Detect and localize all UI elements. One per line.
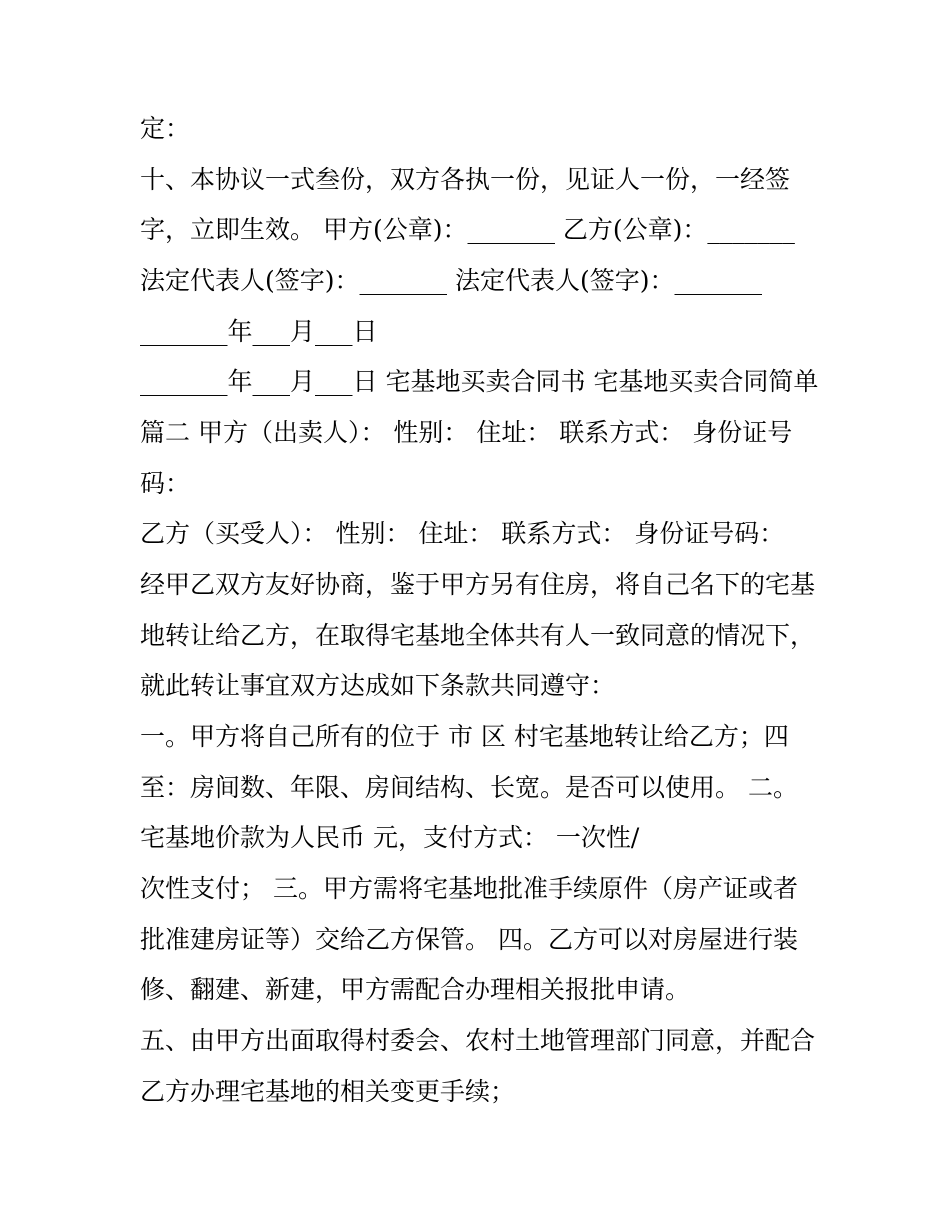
text-line: 经甲乙双方友好协商，鉴于甲方另有住房，将自己名下的宅基 <box>140 570 816 599</box>
text-line: 篇二 甲方（出卖人）： 性别： 住址： 联系方式： 身份证号 <box>140 418 793 447</box>
text-line: 乙方办理宅基地的相关变更手续； <box>140 1077 516 1106</box>
text-line: 五、由甲方出面取得村委会、农村土地管理部门同意，并配合 <box>140 1026 816 1055</box>
text-line: _______年___月___日 宅基地买卖合同书 宅基地买卖合同简单 <box>140 367 819 396</box>
text-line: 十、本协议一式叁份，双方各执一份，见证人一份，一经签 <box>140 165 791 194</box>
text-line: 宅基地价款为人民币 元，支付方式： 一次性/ <box>140 823 640 852</box>
text-line: 修、翻建、新建，甲方需配合办理相关报批申请。 <box>140 975 691 1004</box>
text-line: 一。甲方将自己所有的位于 市 区 村宅基地转让给乙方；四 <box>140 722 789 751</box>
text-line: 次性支付； 三。甲方需将宅基地批准手续原件（房产证或者 <box>140 874 798 903</box>
text-line: 至：房间数、年限、房间结构、长宽。是否可以使用。 二。 <box>140 773 798 802</box>
text-line: 法定代表人(签字)：_______ 法定代表人(签字)：_______ <box>140 266 762 295</box>
text-line: 地转让给乙方，在取得宅基地全体共有人一致同意的情况下， <box>140 621 816 650</box>
text-line: 定： <box>140 114 191 143</box>
text-line: 就此转让事宜双方达成如下条款共同遵守： <box>140 671 616 700</box>
text-line: 乙方（买受人）： 性别： 住址： 联系方式： 身份证号码： <box>140 519 785 548</box>
text-line: 批准建房证等）交给乙方保管。 四。乙方可以对房屋进行装 <box>140 925 798 954</box>
text-line: _______年___月___日 <box>140 317 378 346</box>
text-line: 码： <box>140 469 191 498</box>
text-line: 字，立即生效。 甲方(公章)：_______ 乙方(公章)：_______ <box>140 215 795 244</box>
